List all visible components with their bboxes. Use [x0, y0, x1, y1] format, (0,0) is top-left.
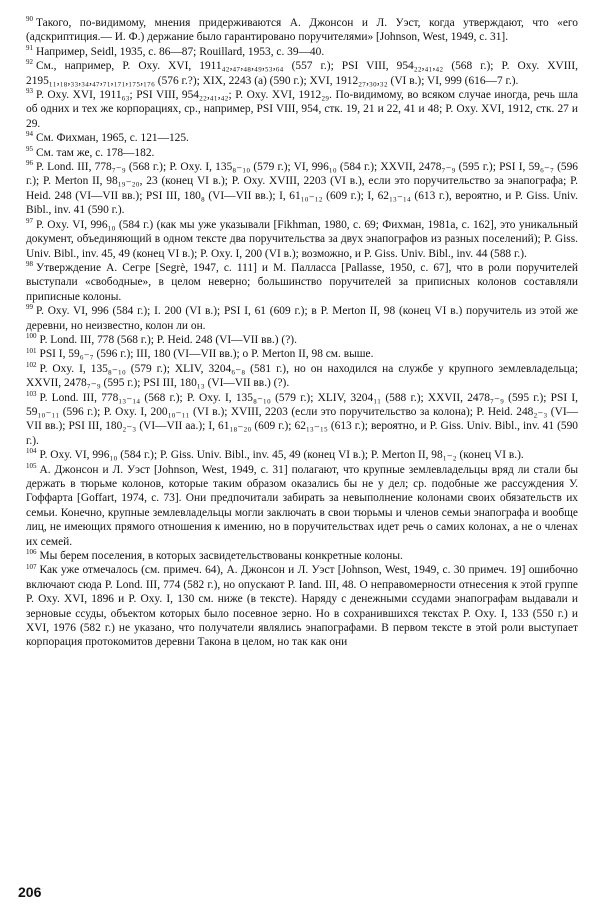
footnote — [26, 304, 578, 333]
footnote-text: См. там же, с. 178—182. — [36, 146, 155, 159]
footnote — [26, 563, 578, 649]
footnote-number: 107 — [26, 562, 37, 571]
footnote-text: P. Oxy. I, 135₈₋₁₀ (579 г.); XLIV, 3204₆₋₈ (581 г.), но он находился на службе у крупного землевладельца; XXVII, 2478₇₋₉ (595 г.); PSI III, 180₁₃ (VI—VII вв.) (?). — [26, 362, 578, 390]
footnote-number: 103 — [26, 389, 37, 398]
footnote-text: P. Oxy. VI, 996₁₀ (584 г.); P. Giss. Univ. Bibl., inv. 45, 49 (конец VI в.); P. Merton II, 98₁₋₂ (конец VI в.). — [39, 449, 524, 462]
footnote-text: P. Oxy. XVI, 1911₆₃; PSI VIII, 954₂₂,₄₁,₄₂; P. Oxy. XVI, 1912₂₉. По-видимому, во всяком случае иногда, речь шла об одних и тех же корпорациях, ср., например, PSI VIII, 954, стк. 19, 21 и 22, 41 и 48; P. Oxy. XVI, 1912, стк. 27 и 29. — [26, 89, 578, 130]
footnote-text: Как уже отмечалось (см. примеч. 64), А. Джонсон и Л. Уэст [Johnson, West, 1949, с. 30 примеч. 19] ошибочно включают сюда P. Lond. III, 774 (582 г.), но опускают P. Iand. III, 48. О неправомерности отнесения к этой группе P. Oxy. XVI, 1896 и P. Oxy. I, 130 см. ниже (в тексте). Наряду с денежными ссудами энапографам выдавали и зерновые ссуды, объектом которых было посевное зерно. Но в сохранившихся текстах P. Oxy. I, 133 (550 г.) и XVI, 1976 (582 г.) не указано, что получатели являлись энапографами. В первом тексте в этой роли выступает корпорация протокомитов деревни Такона в целом, но так как они — [26, 564, 578, 649]
footnote-number: 98 — [26, 260, 33, 269]
footnote-text: P. Lond. III, 778₇₋₉ (568 г.); P. Oxy. I, 135₈₋₁₀ (579 г.); VI, 996₁₀ (584 г.); XXVII, 2478₇₋₉ (595 г.); PSI I, 59₆₋₇ (596 г.); P. Merton II, 98₁₉₋₂₀, 23 (конец VI в.); P. Oxy. XVIII, 2203 (VI в.), если это поручительство за энапографа; P. Heid. 248 (VI—VII вв.); PSI III, 180₈ (VI—VII вв.); I, 61₁₀₋₁₂ (609 г.); I, 62₁₃₋₁₄ (613 г.), вероятно, и P. Giss. Univ. Bibl., inv. 41 (590 г.). — [26, 161, 578, 217]
footnote-number: 104 — [26, 447, 37, 456]
footnote-text: Такого, по-видимому, мнения придерживаются А. Джонсон и Л. Уэст, когда утверждают, что «его (адскриптиция.— И. Ф.) держание было гарантировано поручителями» [Johnson, West, 1949, с. 31]. — [26, 17, 578, 44]
footnote-text: А. Джонсон и Л. Уэст [Johnson, West, 1949, с. 31] полагают, что крупные землевладельцы вряд ли стали бы держать в тюрьме колонов, которые таким образом оказались бы не у дел; ср. подобные же рассуждения У. Гоффарта [Goffart, 1974, с. 73]. Они предпочитали забирать за невыполнение колонами своих обязательств их семьи. Конечно, крупные землевладельцы могли заключать в свои тюрьмы и членов семьи энапографа и вообще лиц, не имеющих прямого отношения к имению, но в поручительствах идет речь о самих колонах, а не о членах их семей. — [26, 463, 578, 548]
footnote — [26, 160, 578, 218]
footnote — [26, 88, 578, 131]
footnote-text: PSI I, 59₆₋₇ (596 г.); III, 180 (VI—VII вв.); о P. Merton II, 98 см. выше. — [39, 348, 374, 361]
footnote-number: 105 — [26, 461, 37, 470]
footnote-number: 97 — [26, 216, 33, 225]
footnote — [26, 45, 578, 59]
footnote-number: 92 — [26, 58, 33, 67]
footnote — [26, 463, 578, 549]
footnote-number: 95 — [26, 144, 33, 153]
page-number: 206 — [18, 884, 42, 900]
footnote — [26, 261, 578, 304]
footnote-number: 94 — [26, 130, 33, 139]
footnote-text: P. Lond. III, 778 (568 г.); P. Heid. 248 (VI—VII вв.) (?). — [39, 333, 297, 346]
footnote-number: 101 — [26, 346, 37, 355]
footnote-number: 96 — [26, 159, 33, 168]
footnote — [26, 16, 578, 45]
footnote-number: 93 — [26, 87, 33, 96]
footnote — [26, 131, 578, 145]
footnote-number: 91 — [26, 44, 33, 53]
footnote-text: P. Oxy. VI, 996 (584 г.); I. 200 (VI в.); PSI I, 61 (609 г.); в P. Merton II, 98 (конец VI в.) поручитель из этой же деревни, но неизвестно, колон ли он. — [26, 305, 578, 332]
footnote-number: 99 — [26, 303, 33, 312]
footnote — [26, 448, 578, 462]
footnote-number: 106 — [26, 548, 37, 557]
footnote — [26, 218, 578, 261]
footnote-text: P. Oxy. VI, 996₁₀ (584 г.) (как мы уже указывали [Fikhman, 1980, с. 69; Фихман, 1981а, с. 162], это уникальный документ, объединяющий в одном тексте два поручительства за двух энапографов из разных поселений); P. Giss. Univ. Bibl., inv. 45, 49 (конец VI в.); P. Oxy. I, 200 (VI в.); возможно, и P. Giss. Univ. Bibl., inv. 44 (588 г.). — [26, 218, 578, 260]
footnotes-block — [26, 16, 578, 650]
footnote — [26, 391, 578, 449]
footnote-text: См. Фихман, 1965, с. 121—125. — [36, 132, 189, 145]
footnote — [26, 146, 578, 160]
footnote-text: P. Lond. III, 778₁₃₋₁₄ (568 г.); P. Oxy. I, 135₈₋₁₀ (579 г.); XLIV, 3204₁₁ (588 г.); XXVII, 2478₇₋₉ (595 г.); PSI I, 59₁₀₋₁₁ (596 г.); P. Oxy. I, 200₁₀₋₁₁ (VI в.); XVIII, 2203 (если это поручительство за колона); P. Heid. 248₂₋₃ (VI—VII вв.); PSI III, 180₂₋₃ (VI—VII аа.); I, 61₁₈₋₂₀ (609 г.); 62₁₃₋₁₅ (613 г.); вероятно, и P. Giss. Univ. Bibl., inv. 41 (590 г.). — [26, 391, 578, 447]
footnote-number: 90 — [26, 15, 33, 24]
footnote — [26, 59, 578, 88]
footnote — [26, 549, 578, 563]
footnote-text: Мы берем поселения, в которых засвидетельствованы конкретные колоны. — [39, 550, 403, 563]
footnote-text: Утверждение А. Сегре [Segrè, 1947, с. 111] и М. Палласса [Pallasse, 1950, с. 67], что в роли поручителей выступали «свободные», в целом неверно; большинство поручителей за приписных колонов составляли приписные колоны. — [26, 261, 578, 303]
footnote — [26, 347, 578, 361]
footnote-number: 100 — [26, 332, 37, 341]
footnote-text: См., например, P. Oxy. XVI, 1911₄₂,₄₇,₄₈,₄₉,₅₃,₆₄ (557 г.); PSI VIII, 954₂₂,₄₁,₄₂ (568 г.); P. Oxy. XVIII, 2195₁₁,₁₈,₃₃,₃₄,₄₇,₇₁,₁₇₁,₁₇₅,₁₇₆ (576 г.?); XIX, 2243 (а) (590 г.); XVI, 1912₂₇,₃₀,₃₂ (VI в.); VI, 999 (616—7 г.). — [26, 60, 578, 87]
footnote — [26, 362, 578, 391]
footnote-text: Например, Seidl, 1935, с. 86—87; Rouillard, 1953, с. 39—40. — [36, 45, 325, 58]
footnote — [26, 333, 578, 347]
footnote-number: 102 — [26, 360, 37, 369]
